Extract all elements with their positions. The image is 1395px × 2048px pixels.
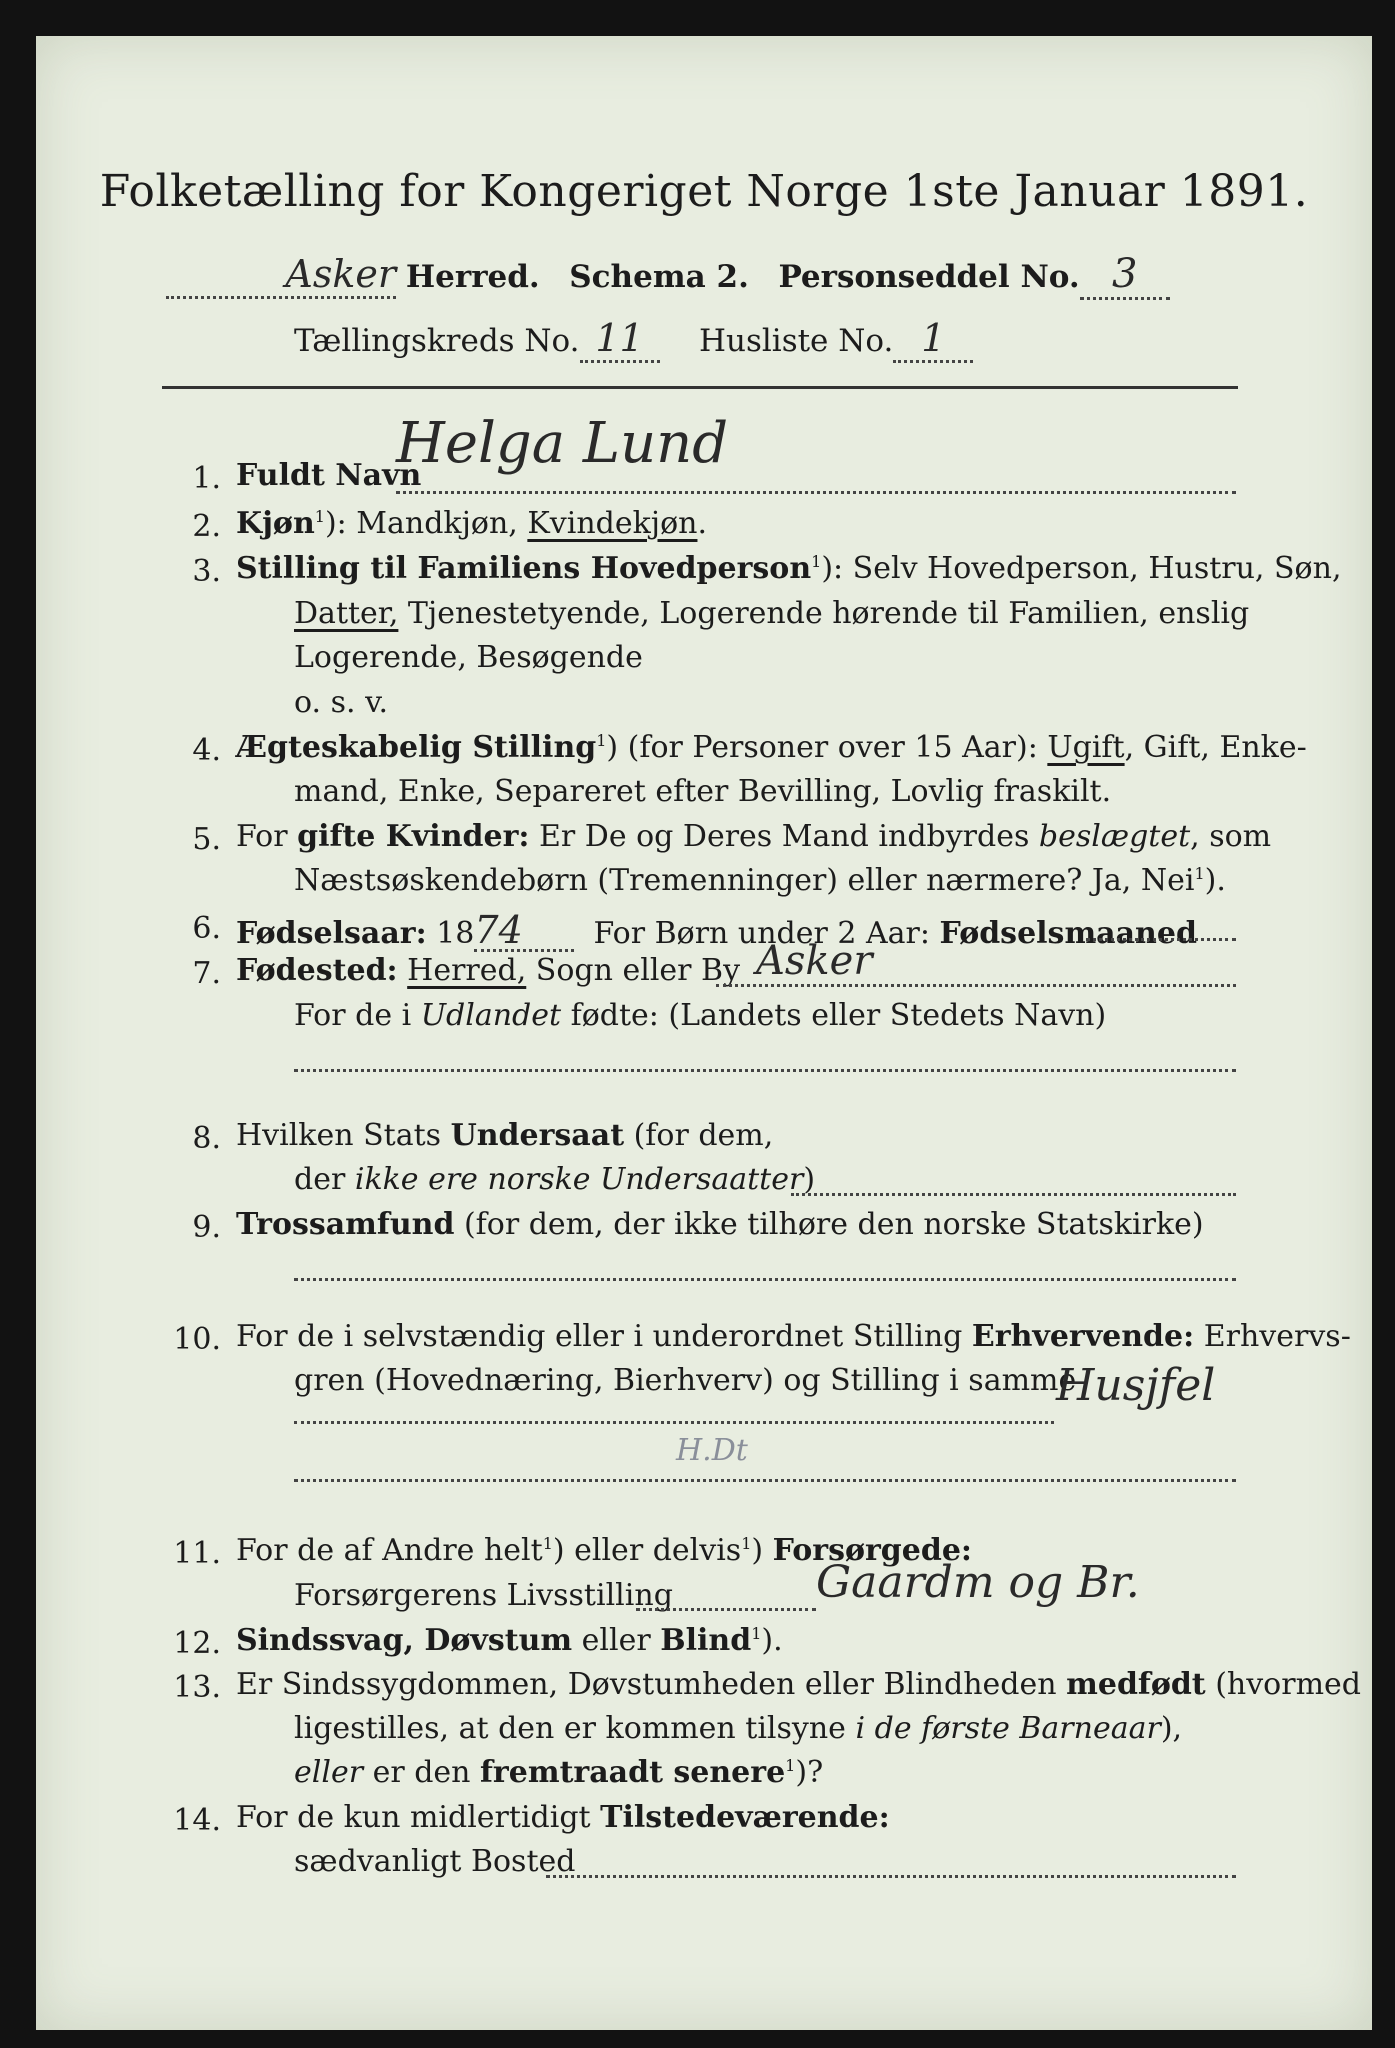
q11-label: Forsørgede:	[772, 1533, 973, 1568]
q13-line3-italic: eller	[294, 1755, 364, 1790]
q11-number: 11.	[173, 1536, 221, 1571]
q4-number: 4.	[192, 733, 221, 768]
q4-ugift: Ugift	[1047, 730, 1125, 765]
q14-label: Tilstedeværende:	[600, 1800, 890, 1835]
q5-a: For	[236, 819, 298, 854]
q11-sup-2: 1	[741, 1534, 752, 1553]
q3-line3: Logerende, Besøgende	[294, 640, 643, 675]
q2-text: Kjøn$^1$): Mandkjøn, Kvindekjøn.	[236, 506, 708, 541]
q14-line2: sædvanligt Bosted	[294, 1844, 576, 1879]
q5-number: 5.	[192, 822, 221, 857]
husliste-value: 1	[893, 316, 973, 363]
q8-line2-b: )	[803, 1162, 816, 1197]
q6-number: 6.	[192, 911, 221, 946]
q7-line2-b: fødte: (Landets eller Stedets Navn)	[561, 998, 1107, 1033]
q6-prefix: 18	[426, 916, 475, 951]
q3-line1-text: ): Selv Hovedperson, Hustru, Søn,	[821, 551, 1342, 586]
q8-line2-a: der	[294, 1162, 355, 1197]
q6-b: For Børn under 2 Aar:	[593, 916, 940, 951]
q5-italic: beslægtet	[1038, 819, 1191, 854]
q13-line3-label: fremtraadt senere	[480, 1755, 786, 1790]
q7-b: Sogn eller By	[526, 953, 741, 988]
q14-number: 14.	[173, 1803, 221, 1838]
q4-line1-a: ) (for Personer over 15 Aar):	[606, 730, 1048, 765]
q10-a: For de i selvstændig eller i underordnet Stilling	[236, 1319, 972, 1354]
q9-label: Trossamfund	[236, 1207, 455, 1242]
q3-line2-text: Tjenestetyende, Logerende hørende til Familien, enslig	[398, 596, 1250, 631]
q3-sup: 1	[811, 552, 822, 571]
q2-kvindekjon: Kvindekjøn	[527, 506, 698, 541]
q12-b: ).	[761, 1623, 783, 1658]
q4-line1-c: , Gift, Enke-	[1124, 730, 1307, 765]
herred-value: Asker	[166, 252, 396, 299]
personseddel-value: 3	[1080, 251, 1170, 300]
q4-label: Ægteskabelig Stilling	[236, 730, 597, 765]
q5-end: ).	[1204, 863, 1226, 898]
q13-line2-italic: i de første Barneaar	[855, 1711, 1161, 1746]
q5-sup: 1	[1194, 864, 1205, 883]
kreds-label: Tællingskreds No.	[294, 323, 580, 359]
q2-label: Kjøn	[236, 506, 315, 541]
q13-line3-a: er den	[363, 1755, 481, 1790]
q6-birth-year-value: 74	[474, 911, 574, 952]
q3-label: Stilling til Familiens Hovedperson	[236, 551, 812, 586]
q7-line2-a: For de i	[294, 998, 421, 1033]
q10-line2: gren (Hovednæring, Bierhverv) og Stilling i samme	[294, 1363, 1077, 1398]
q5-line2-text: Næstsøskendebørn (Tremenninger) eller nærmere? Ja, Nei	[294, 863, 1195, 898]
q11-provider-value: Gaardm og Br.	[816, 1557, 1140, 1608]
q8-a: Hvilken Stats	[236, 1118, 451, 1153]
q13-number: 13.	[173, 1670, 221, 1705]
q13-line2-a: ligestilles, at den er kommen tilsyne	[294, 1711, 856, 1746]
q9-number: 9.	[192, 1210, 221, 1245]
q7-birthplace-value: Asker	[756, 938, 873, 984]
personseddel-label: Personseddel No.	[778, 259, 1080, 295]
kreds-value: 11	[580, 316, 660, 363]
q5-b: Er De og Deres Mand indbyrdes	[529, 819, 1039, 854]
q13-a: Er Sindssygdommen, Døvstumheden eller Blindheden	[236, 1667, 1067, 1702]
q6-label: Fødselsaar:	[236, 916, 427, 951]
q3-number: 3.	[192, 554, 221, 589]
q11-a: For de af Andre helt	[236, 1533, 543, 1568]
herred-label: Herred.	[405, 259, 540, 295]
q12-label: Sindssvag, Døvstum	[236, 1623, 573, 1658]
q10-occupation-value: Husjfel	[1056, 1360, 1216, 1411]
q3-datter: Datter,	[294, 596, 399, 631]
q8-label: Undersaat	[450, 1118, 625, 1153]
q2-text-a: ): Mandkjøn,	[324, 506, 528, 541]
q13-line3: eller er den fremtraadt senere$^1$)?	[294, 1755, 824, 1790]
q2-number: 2.	[192, 509, 221, 544]
q11-sup-1: 1	[542, 1534, 553, 1553]
q7-label: Fødested:	[236, 953, 398, 988]
q1-name-value: Helga Lund	[396, 411, 729, 476]
q11-b: ) eller delvis	[552, 1533, 742, 1568]
q10-number: 10.	[173, 1322, 221, 1357]
q6-label2: Fødselsmaaned	[939, 916, 1197, 951]
q8-line2-italic: ikke ere norske Undersaatter	[354, 1162, 804, 1197]
q12-line: Sindssvag, Døvstum eller Blind$^1$).	[236, 1623, 783, 1658]
q5-c: , som	[1190, 819, 1272, 854]
q3-line4: o. s. v.	[294, 685, 388, 720]
lower-section	[36, 36, 1372, 2030]
q4-sup: 1	[596, 731, 607, 750]
q11-c: )	[751, 1533, 773, 1568]
q8-number: 8.	[192, 1121, 221, 1156]
q11-line2: Forsørgerens Livsstilling	[294, 1578, 673, 1613]
q5-label: gifte Kvinder:	[297, 819, 530, 854]
q13-b: (hvormed	[1205, 1667, 1361, 1702]
q13-line2-b: ),	[1160, 1711, 1183, 1746]
q1-label: Fuldt Navn	[236, 458, 422, 493]
q12-label2: Blind	[660, 1623, 752, 1658]
q10-b: Erhvervs-	[1194, 1319, 1351, 1354]
form-title: Folketælling for Kongeriget Norge 1ste Januar 1891.	[99, 166, 1309, 217]
schema-label: Schema 2.	[569, 259, 749, 295]
q13-label: medfødt	[1066, 1667, 1206, 1702]
q7-number: 7.	[192, 956, 221, 991]
q10-label: Erhvervende:	[971, 1319, 1195, 1354]
q2-sup: 1	[314, 507, 325, 526]
q7-line2-italic: Udlandet	[420, 998, 562, 1033]
q8-b: (for dem,	[624, 1118, 774, 1153]
q12-a: eller	[572, 1623, 661, 1658]
q7-herred: Herred,	[407, 953, 527, 988]
q13-line3-b: )?	[795, 1755, 824, 1790]
q10-pencil-note: H.Dt	[676, 1433, 748, 1468]
husliste-label: Husliste No.	[698, 323, 894, 359]
q4-line2: mand, Enke, Separeret efter Bevilling, Lovlig fraskilt.	[294, 774, 1112, 809]
q9-text: (for dem, der ikke tilhøre den norske Statskirke)	[454, 1207, 1204, 1242]
q14-a: For de kun midlertidigt	[236, 1800, 601, 1835]
q12-number: 12.	[173, 1626, 221, 1661]
q1-number: 1.	[192, 461, 221, 496]
